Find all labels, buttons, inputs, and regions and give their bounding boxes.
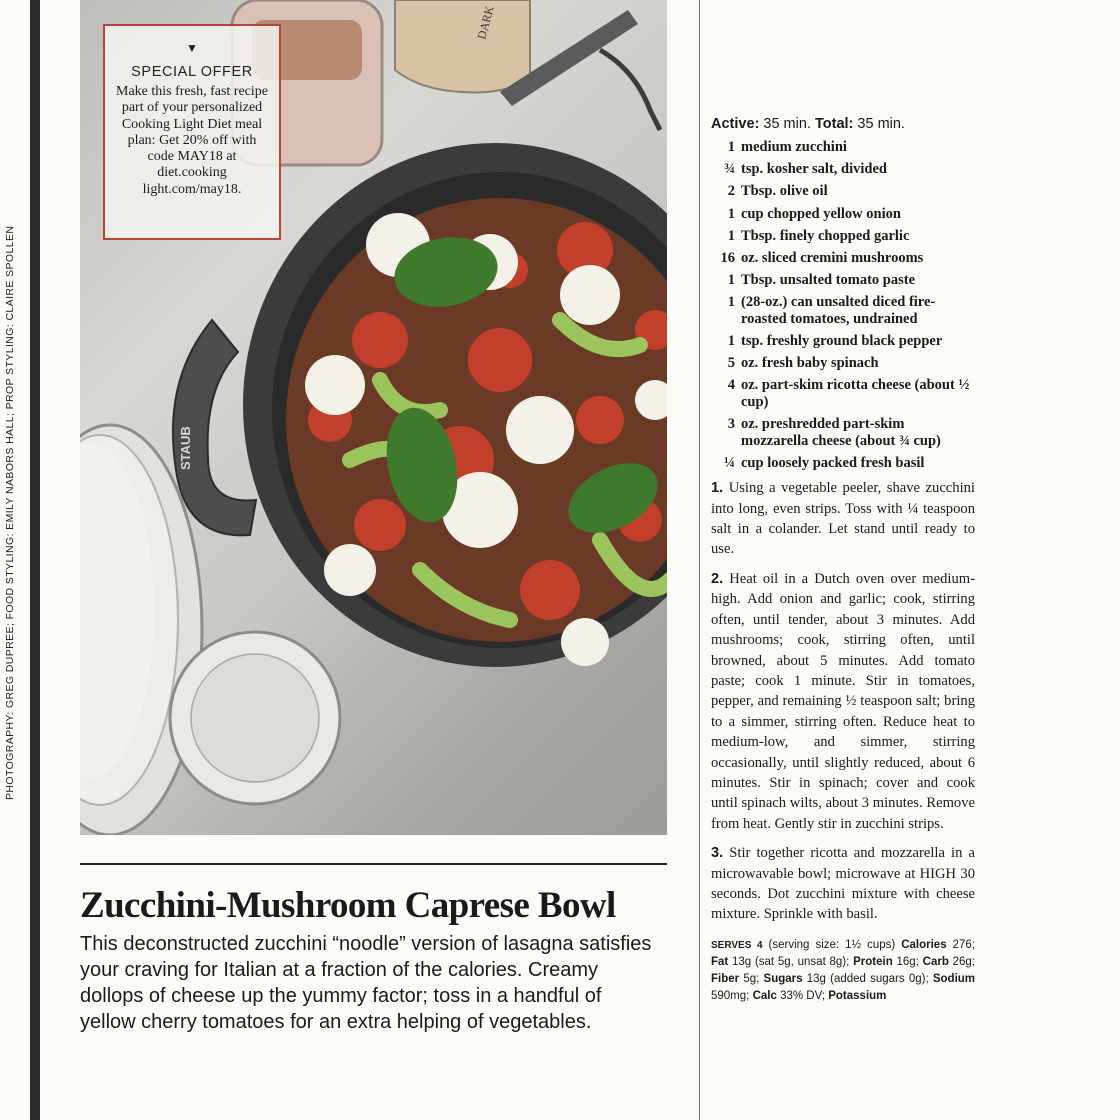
nutrition-info (711, 937, 975, 1005)
instruction-step (711, 569, 975, 834)
carb-value: 26g; (952, 955, 976, 968)
ingredient-qty: ¾ (724, 161, 735, 178)
ingredient-item (711, 294, 975, 327)
recipe-sidebar (711, 115, 975, 1005)
ingredient-item (711, 272, 975, 289)
protein-value: 16g; (896, 955, 919, 968)
offer-title: SPECIAL OFFER (131, 64, 253, 80)
ingredient-item (711, 139, 975, 156)
fat-label: Fat (711, 955, 729, 968)
sodium-label: Sodium (932, 972, 976, 985)
ingredient-text: oz. fresh baby spinach (741, 355, 879, 372)
fat-value: 13g (sat 5g, unsat 8g); (732, 955, 850, 968)
instruction-step (711, 843, 975, 925)
ingredient-text: Tbsp. olive oil (741, 183, 828, 200)
ingredient-qty: 1 (727, 333, 735, 349)
step-text: Heat oil in a Dutch oven over medium-high. Add onion and garlic; cook, stirring often, until tender, about 3 minutes. Add mushrooms; cook, stirring often, until browned, about 5 minutes. Add tomato paste; cook 1 minute. Stir in tomatoes, pepper, and remaining ½ teaspoon salt; bring to a simmer, stirring often. Reduce heat to medium-low, and simmer, stirring occasionally, until slightly reduced, about 6 minutes. Stir in spinach; cover and cook until spinach wilts, about 3 minutes. Remove from heat. Gently stir in zucchini strips. (711, 570, 975, 832)
bottle-label: DARK (474, 4, 497, 41)
ingredient-qty: 5 (727, 355, 735, 372)
ingredient-qty: 1 (727, 294, 735, 311)
ingredient-item (711, 333, 975, 350)
ingredient-text: Tbsp. finely chopped garlic (741, 227, 910, 244)
ingredient-item (711, 250, 975, 267)
total-label: Total: (814, 116, 854, 132)
calc-label: Calc (752, 989, 777, 1002)
page-edge-bar (30, 0, 40, 1120)
step-number: 3. (711, 845, 724, 862)
ingredient-text: oz. part-skim ricotta cheese (about ½ cup) (741, 377, 970, 410)
ingredient-qty: 1 (727, 227, 735, 244)
ingredient-text: tsp. freshly ground black pepper (741, 333, 943, 349)
ingredient-item (711, 355, 975, 372)
ingredient-text: medium zucchini (741, 139, 847, 155)
ingredient-qty: 4 (727, 377, 735, 394)
offer-arrow-icon: ▼ (186, 41, 198, 55)
sodium-value: 590mg; (711, 989, 750, 1002)
calories-value: 276; (952, 938, 975, 951)
protein-label: Protein (853, 955, 893, 968)
recipe-title: Zucchini-Mushroom Caprese Bowl (80, 885, 616, 926)
ingredient-qty: 1 (727, 139, 735, 155)
step-text: Using a vegetable peeler, shave zucchini into long, even strips. Toss with ¼ teaspoon salt in a colander. Let stand until ready to use. (711, 480, 975, 558)
ingredient-item (711, 228, 975, 245)
fiber-value: 5g; (743, 972, 760, 985)
ingredient-text: tsp. kosher salt, divided (741, 161, 887, 178)
column-divider (699, 0, 700, 1120)
ingredient-qty: 3 (727, 416, 735, 433)
step-number: 2. (711, 570, 724, 587)
fiber-label: Fiber (711, 972, 740, 985)
special-offer-box (103, 24, 281, 240)
recipe-times (711, 115, 975, 133)
ingredient-item (711, 416, 975, 449)
total-time: 35 min. (857, 116, 905, 132)
sugars-label: Sugars (763, 972, 803, 985)
ingredient-list (711, 139, 975, 471)
calories-label: Calories (901, 938, 947, 951)
active-time: 35 min. (763, 116, 811, 132)
ingredient-text: oz. sliced cremini mushrooms (741, 249, 924, 266)
offer-body: Make this fresh, fast recipe part of your personalized Cooking Light Diet meal plan: Get 20% off with code MAY18 at diet.cooking light.com/may18. (116, 84, 268, 197)
ingredient-text: cup loosely packed fresh basil (741, 454, 925, 471)
instruction-step (711, 478, 975, 560)
ingredient-text: oz. preshredded part-skim mozzarella cheese (about ¾ cup) (741, 416, 941, 449)
ingredient-text: cup chopped yellow onion (741, 205, 901, 222)
carb-label: Carb (922, 955, 949, 968)
step-text: Stir together ricotta and mozzarella in a microwavable bowl; microwave at HIGH 30 seconds. Dot zucchini mixture with cheese mixture. Sprinkle with basil. (711, 845, 975, 923)
ingredient-item (711, 377, 975, 410)
calc-value: 33% DV; (780, 989, 826, 1002)
serves: SERVES 4 (711, 939, 763, 951)
ingredient-qty: ¼ (724, 454, 735, 471)
potassium-label: Potassium (828, 989, 887, 1002)
ingredient-text: (28-oz.) can unsalted diced fire-roasted tomatoes, undrained (741, 294, 936, 327)
title-rule (80, 863, 667, 865)
ingredient-qty: 1 (727, 272, 735, 289)
active-label: Active: (711, 116, 760, 132)
ingredient-text: Tbsp. unsalted tomato paste (741, 272, 916, 289)
ingredient-qty: 1 (727, 205, 735, 222)
sugars-value: 13g (added sugars 0g); (806, 972, 929, 985)
ingredient-qty: 16 (720, 249, 735, 266)
ingredient-item (711, 455, 975, 472)
step-number: 1. (711, 480, 724, 497)
serving-size: (serving size: 1½ cups) (768, 938, 896, 951)
pot-brand: STAUB (178, 426, 193, 470)
ingredient-item (711, 183, 975, 200)
photo-credit: PHOTOGRAPHY: GREG DUPREE; FOOD STYLING: EMILY NABORS HALL; PROP STYLING: CLAIRE SPOLLEN (4, 225, 16, 800)
ingredient-qty: 2 (727, 183, 735, 200)
ingredient-item (711, 161, 975, 178)
instructions (711, 478, 975, 925)
recipe-dek: This deconstructed zucchini “noodle” version of lasagna satisfies your craving for Italian at a fraction of the calories. Creamy dollops of cheese up the yummy factor; toss in a handful of yellow cherry tomatoes for an extra helping of vegetables. (80, 933, 652, 1033)
ingredient-item (711, 206, 975, 223)
